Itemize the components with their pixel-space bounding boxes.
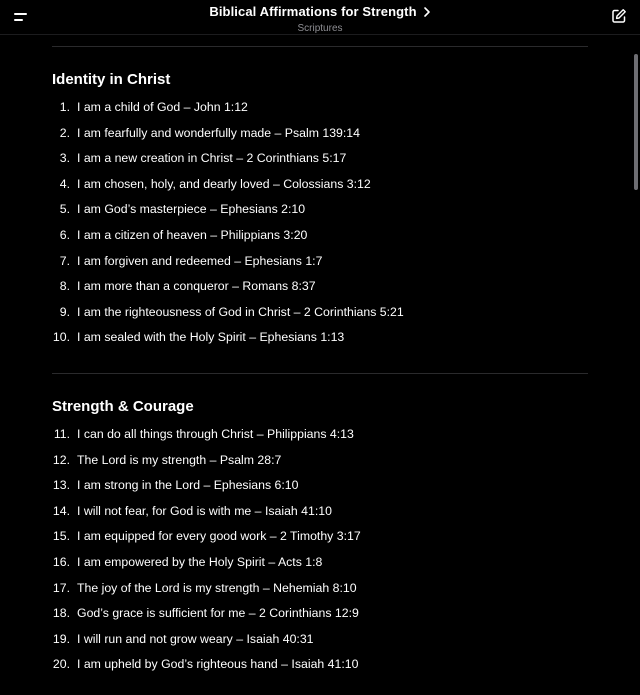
item-number: 14. (52, 503, 70, 518)
item-text: The joy of the Lord is my strength – Nehemiah 8:10 (77, 580, 357, 595)
item-text: I am strong in the Lord – Ephesians 6:10 (77, 478, 299, 493)
item-text: I am the righteousness of God in Christ – 2 Corinthians 5:21 (77, 304, 404, 319)
item-text: I am forgiven and redeemed – Ephesians 1:7 (77, 253, 323, 268)
item-text: I am fearfully and wonderfully made – Psalm 139:14 (77, 125, 360, 140)
divider (52, 373, 588, 374)
item-text: I am chosen, holy, and dearly loved – Colossians 3:12 (77, 176, 371, 191)
item-text: I am empowered by the Holy Spirit – Acts 1:8 (77, 554, 323, 569)
item-text: I am a child of God – John 1:12 (77, 100, 248, 114)
item-number: 19. (52, 631, 70, 646)
item-text: I am a new creation in Christ – 2 Corinthians 5:17 (77, 151, 347, 166)
section-title-strength-and-courage: Strength & Courage (52, 398, 194, 415)
title-area (120, 3, 520, 34)
top-bar (0, 0, 640, 35)
item-number: 4. (59, 176, 70, 191)
item-text: I am sealed with the Holy Spirit – Ephesians 1:13 (77, 330, 345, 345)
item-text: I am equipped for every good work – 2 Timothy 3:17 (77, 529, 361, 544)
item-text: I will run and not grow weary – Isaiah 40:31 (77, 631, 314, 646)
item-number: 5. (59, 202, 70, 217)
item-text: I am God’s masterpiece – Ephesians 2:10 (77, 202, 306, 217)
item-number: 1. (59, 100, 70, 114)
item-number: 9. (59, 304, 70, 319)
item-number: 12. (52, 452, 70, 467)
item-number: 20. (52, 657, 70, 672)
scrollbar-thumb[interactable] (634, 54, 638, 190)
item-number: 18. (52, 606, 70, 621)
item-number: 2. (59, 125, 70, 140)
section-title-identity-in-christ: Identity in Christ (52, 71, 171, 88)
item-number: 8. (59, 279, 70, 294)
compose-icon (611, 8, 627, 24)
item-number: 16. (52, 554, 70, 569)
item-text: I am upheld by God’s righteous hand – Isaiah 41:10 (77, 657, 359, 672)
item-number: 7. (59, 253, 70, 268)
item-text: I can do all things through Christ – Philippians 4:13 (77, 427, 354, 441)
item-number: 3. (59, 151, 70, 166)
page-subtitle: Scriptures (297, 23, 343, 34)
page-title: Biblical Affirmations for Strength (209, 4, 417, 19)
title-button[interactable] (209, 4, 430, 19)
divider (52, 46, 588, 47)
chevron-right-icon (423, 6, 431, 18)
menu-button[interactable] (12, 9, 30, 25)
compose-button[interactable] (611, 8, 627, 24)
item-number: 10. (52, 330, 70, 345)
item-text: God’s grace is sufficient for me – 2 Corinthians 12:9 (77, 606, 359, 621)
item-text: I will not fear, for God is with me – Isaiah 41:10 (77, 503, 332, 518)
hamburger-menu-icon (12, 9, 30, 25)
item-number: 13. (52, 478, 70, 493)
item-number: 17. (52, 580, 70, 595)
item-number: 11. (53, 427, 70, 441)
item-text: The Lord is my strength – Psalm 28:7 (77, 452, 282, 467)
item-text: I am a citizen of heaven – Philippians 3:20 (77, 227, 308, 242)
item-number: 6. (59, 227, 70, 242)
item-text: I am more than a conqueror – Romans 8:37 (77, 279, 316, 294)
item-number: 15. (52, 529, 70, 544)
